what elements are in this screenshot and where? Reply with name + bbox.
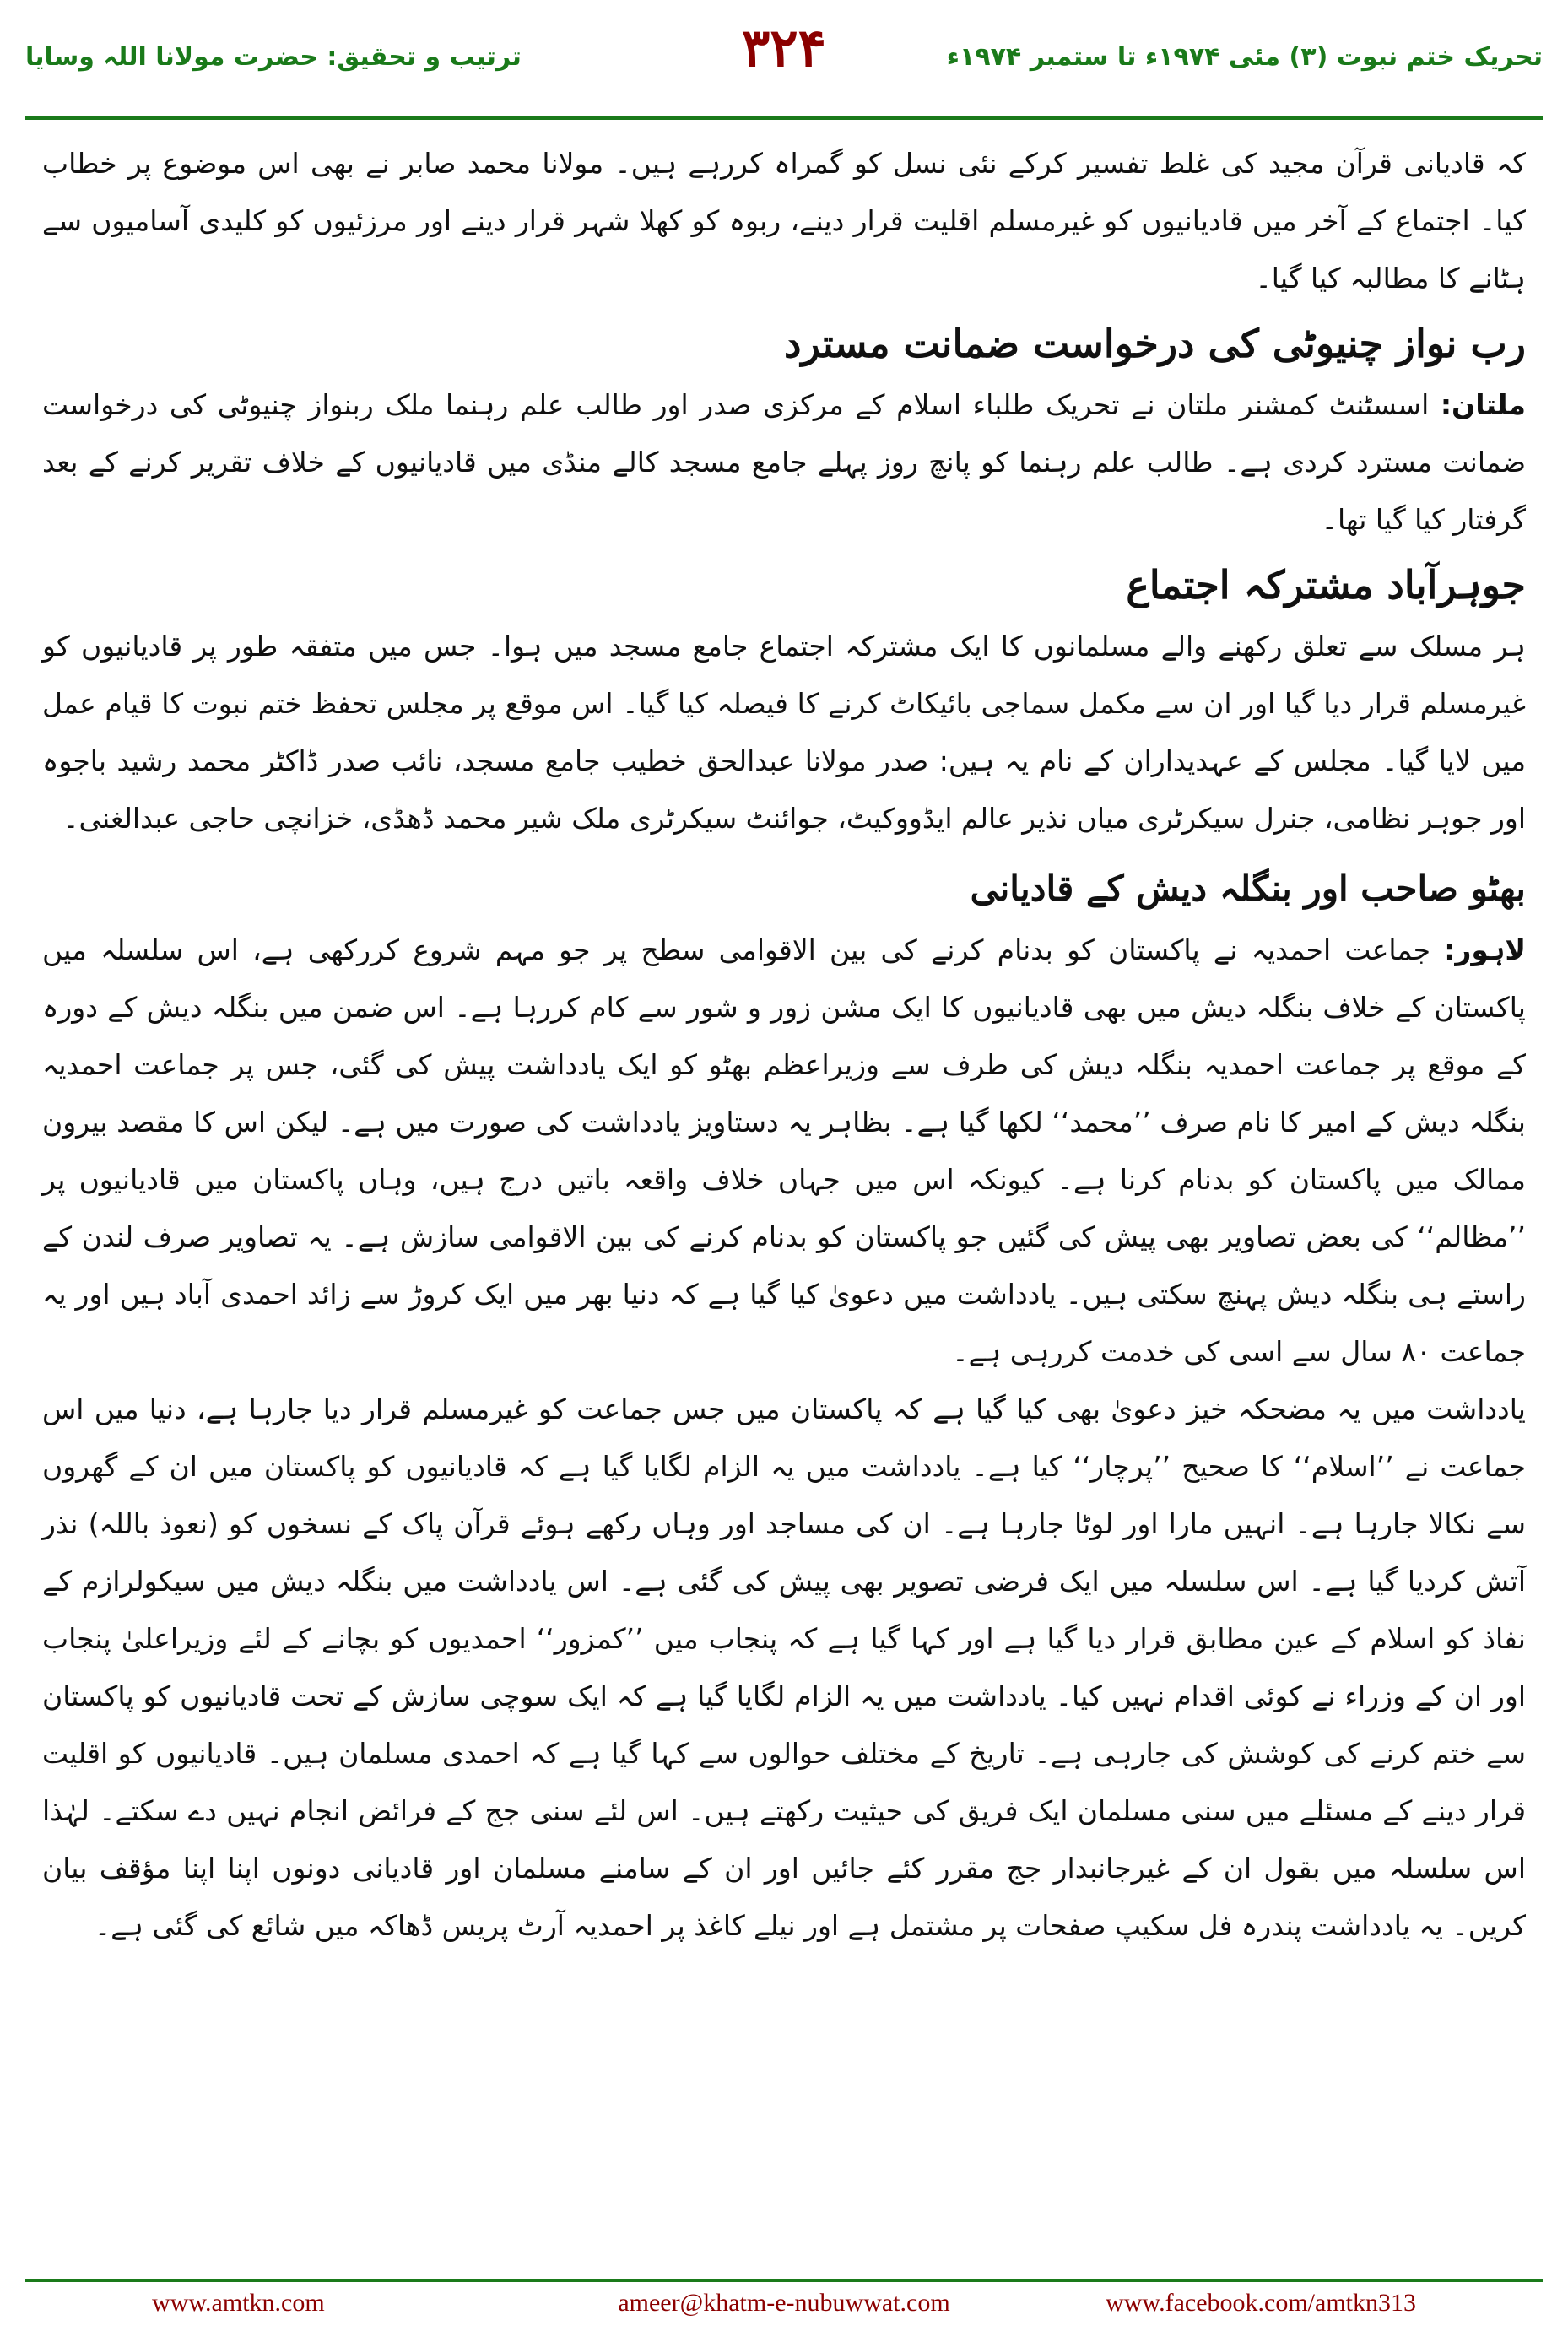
footer-facebook-link[interactable]: www.facebook.com/amtkn313 [1106, 2289, 1416, 2317]
paragraph-lahore-text: جماعت احمدیہ نے پاکستان کو بدنام کرنے کی بین الاقوامی سطح پر جو مہم شروع کررکھی ہے، اس سلسلہ میں پاکستان کے خلاف بنگلہ دیش میں بھی قادیانیوں کا ایک مشن زور و شور سے کام کررہا ہے۔ اس ضمن میں بنگلہ دیش کے دورہ کے موقع پر جماعت احمدیہ بنگلہ دیش کی طرف سے وزیراعظم بھٹو کو ایک یادداشت پیش کی گئی، جس پر جماعت احمدیہ بنگلہ دیش کے امیر کا نام صرف ’’محمد‘‘ لکھا گیا ہے۔ بظاہر یہ دستاویز یادداشت کی صورت میں ہے۔ لیکن اس کا مقصد بیرون ممالک میں پاکستان کو بدنام کرنا ہے۔ کیونکہ اس میں جہاں خلاف واقعہ باتیں درج ہیں، وہاں پاکستان میں قادیانیوں پر ’’مظالم‘‘ کی بعض تصاویر بھی پیش کی گئیں جو پاکستان کو بدنام کرنے کی بین الاقوامی سازش ہے۔ یہ تصاویر صرف لندن کے راستے ہی بنگلہ دیش پہنچ سکتی ہیں۔ یادداشت میں دعویٰ کیا گیا ہے کہ دنیا بھر میں ایک کروڑ سے زائد احمدی آباد ہیں اور یہ جماعت ۸۰ سال سے اسی کی خدمت کررہی ہے۔ [42, 933, 1526, 1368]
heading-joint-gathering: جوہرآباد مشترکہ اجتماع [1126, 562, 1526, 608]
header-compiler-credit: ترتیب و تحقیق: حضرت مولانا اللہ وسایا [25, 42, 522, 72]
dateline-lahore: لاہور: [1444, 933, 1526, 966]
page-footer [25, 2289, 1543, 2331]
page-number: ۳۲۴ [742, 17, 826, 78]
dateline-multan: ملتان: [1440, 388, 1526, 421]
paragraph-lahore [42, 922, 1526, 1381]
heading-bail-rejected: رب نواز چنیوٹی کی درخواست ضمانت مسترد [784, 321, 1526, 366]
header-book-title: تحریک ختم نبوت (۳) مئی ۱۹۷۴ء تا ستمبر ۱۹۷۴ء [946, 42, 1543, 72]
paragraph-1: کہ قادیانی قرآن مجید کی غلط تفسیر کرکے نئی نسل کو گمراہ کررہے ہیں۔ مولانا محمد صابر نے بھی اس موضوع پر خطاب کیا۔ اجتماع کے آخر میں قادیانیوں کو غیرمسلم اقلیت قرار دینے، ربوہ کو کھلا شہر قرار دینے اور مرزئیوں کو کلیدی آسامیوں سے ہٹانے کا مطالبہ کیا گیا۔ [42, 147, 1526, 295]
paragraph-gathering: ہر مسلک سے تعلق رکھنے والے مسلمانوں کا ایک مشترکہ اجتماع جامع مسجد میں ہوا۔ جس میں متفقہ طور پر قادیانیوں کو غیرمسلم قرار دیا گیا اور ان سے مکمل سماجی بائیکاٹ کرنے کا فیصلہ کیا گیا۔ اس موقع پر مجلس تحفظ ختم نبوت کا قیام عمل میں لایا گیا۔ مجلس کے عہدیداران کے نام یہ ہیں: صدر مولانا عبدالحق خطیب جامع مسجد، نائب صدر ڈاکٹر محمد رشید باجوہ اور جوہر نظامی، جنرل سیکرٹری میاں نذیر عالم ایڈووکیٹ، جوائنٹ سیکرٹری ملک شیر محمد ڈھڈی، خزانچی حاجی عبدالغنی۔ [42, 630, 1526, 835]
footer-website-link[interactable]: www.amtkn.com [152, 2289, 325, 2317]
heading-bhutto-bangladesh: بھٹو صاحب اور بنگلہ دیش کے قادیانی [970, 868, 1526, 909]
footer-email-link[interactable]: ameer@khatm-e-nubuwwat.com [618, 2289, 950, 2317]
footer-divider [25, 2279, 1543, 2282]
page-header [25, 0, 1543, 110]
paragraph-multan-text: اسسٹنٹ کمشنر ملتان نے تحریک طلباء اسلام کے مرکزی صدر اور طالب علم رہنما ملک ربنواز چنیوٹی کی درخواست ضمانت مسترد کردی ہے۔ طالب علم رہنما کو پانچ روز پہلے جامع مسجد کالے منڈی میں قادیانیوں کے خلاف تقریر کرنے کے بعد گرفتار کیا گیا تھا۔ [42, 388, 1526, 536]
page-body [42, 135, 1526, 1955]
paragraph-memorandum: یادداشت میں یہ مضحکہ خیز دعویٰ بھی کیا گیا ہے کہ پاکستان میں جس جماعت کو غیرمسلم قرار دیا جارہا ہے، دنیا میں اس جماعت نے ’’اسلام‘‘ کا صحیح ’’پرچار‘‘ کیا ہے۔ یادداشت میں یہ الزام لگایا گیا ہے کہ قادیانیوں کو پاکستان میں ان کے گھروں سے نکالا جارہا ہے۔ انہیں مارا اور لوٹا جارہا ہے۔ ان کی مساجد اور وہاں رکھے ہوئے قرآن پاک کے نسخوں کو (نعوذ باللہ) نذر آتش کردیا گیا ہے۔ اس سلسلہ میں ایک فرضی تصویر بھی پیش کی گئی ہے۔ اس یادداشت میں بنگلہ دیش میں سیکولرازم کے نفاذ کو اسلام کے عین مطابق قرار دیا گیا ہے اور کہا گیا ہے کہ پنجاب میں ’’کمزور‘‘ احمدیوں کو بچانے کے لئے وزیراعلیٰ پنجاب اور ان کے وزراء نے کوئی اقدام نہیں کیا۔ یادداشت میں یہ الزام لگایا گیا ہے کہ ایک سوچی سازش کے تحت قادیانیوں کو پاکستان سے ختم کرنے کی کوشش کی جارہی ہے۔ تاریخ کے مختلف حوالوں سے کہا گیا ہے کہ احمدی مسلمان ہیں۔ قادیانیوں کو اقلیت قرار دینے کے مسئلے میں سنی مسلمان ایک فریق کی حیثیت رکھتے ہیں۔ اس لئے سنی جج کے فرائض انجام نہیں دے سکتے۔ لہٰذا اس سلسلہ میں بقول ان کے غیرجانبدار جج مقرر کئے جائیں اور ان کے سامنے مسلمان اور قادیانی دونوں اپنا اپنا مؤقف بیان کریں۔ یہ یادداشت پندرہ فل سکیپ صفحات پر مشتمل ہے اور نیلے کاغذ پر احمدیہ آرٹ پریس ڈھاکہ میں شائع کی گئی ہے۔ [42, 1393, 1526, 1942]
paragraph-multan [42, 376, 1526, 549]
header-divider [25, 116, 1543, 120]
